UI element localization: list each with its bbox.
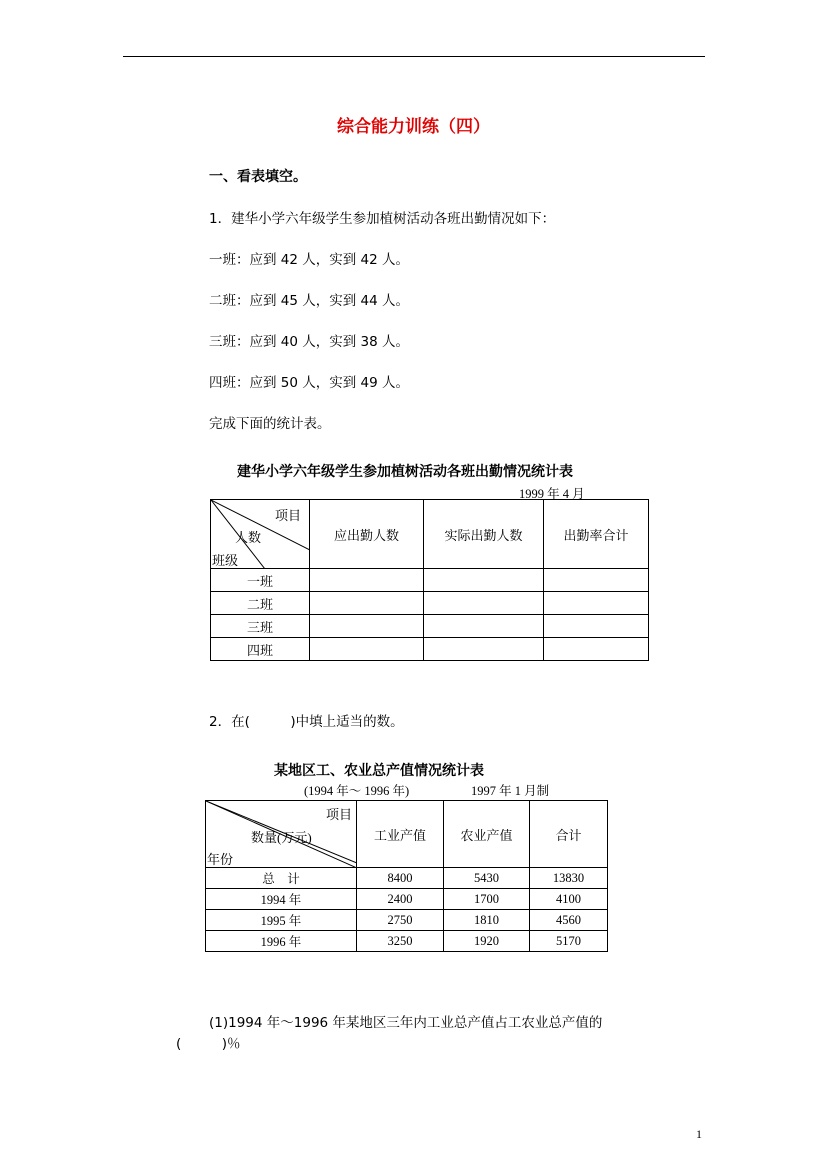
blank-cell — [424, 569, 544, 592]
value-cell: 1700 — [444, 889, 530, 910]
question-2-intro: 2．在( )中填上适当的数。 — [209, 714, 404, 730]
instruction: 完成下面的统计表。 — [209, 416, 331, 432]
blank-cell — [310, 569, 424, 592]
blank-cell — [544, 638, 649, 661]
class-line: 四班：应到 50 人，实到 49 人。 — [209, 375, 410, 391]
table-row — [206, 889, 608, 910]
blank-cell — [544, 592, 649, 615]
sub-question-1-line-1: (1)1994 年～1996 年某地区三年内工业总产值占工农业总产值的 — [209, 1015, 603, 1031]
table-row — [206, 931, 608, 952]
column-header: 应出勤人数 — [310, 500, 424, 569]
attendance-table — [210, 499, 649, 661]
column-header: 出勤率合计 — [544, 500, 649, 569]
table-row — [206, 910, 608, 931]
question-1-intro: 1．建华小学六年级学生参加植树活动各班出勤情况如下： — [209, 211, 556, 227]
value-cell: 1920 — [444, 931, 530, 952]
value-cell: 4100 — [530, 889, 608, 910]
value-cell: 2400 — [357, 889, 444, 910]
row-label: 三班 — [211, 615, 310, 638]
value-cell: 4560 — [530, 910, 608, 931]
row-label: 1996 年 — [206, 931, 357, 952]
row-label: 1994 年 — [206, 889, 357, 910]
table-2-range: (1994 年～ 1996 年) — [304, 784, 410, 798]
corner-top-label: 项目 — [274, 509, 301, 524]
class-line: 二班：应到 45 人，实到 44 人。 — [209, 293, 410, 309]
row-label: 1995 年 — [206, 910, 357, 931]
value-cell: 13830 — [530, 868, 608, 889]
table-2-made-date: 1997 年 1 月制 — [471, 784, 550, 798]
blank-cell — [310, 592, 424, 615]
value-cell: 3250 — [357, 931, 444, 952]
blank-cell — [544, 569, 649, 592]
column-header: 工业产值 — [357, 801, 444, 868]
column-header: 农业产值 — [444, 801, 530, 868]
value-cell: 1810 — [444, 910, 530, 931]
value-cell: 5430 — [444, 868, 530, 889]
corner-top-label: 项目 — [325, 807, 352, 822]
corner-bottom-label: 年份 — [207, 852, 234, 867]
table-1-caption: 建华小学六年级学生参加植树活动各班出勤情况统计表 — [237, 464, 573, 480]
blank-cell — [310, 638, 424, 661]
table-1-date: 1999 年 4 月 — [519, 487, 585, 501]
sub-question-1-line-2: ( )％ — [176, 1036, 241, 1052]
corner-bottom-label: 班级 — [212, 554, 239, 569]
blank-cell — [544, 615, 649, 638]
corner-mid-label: 数量(万元) — [251, 830, 312, 845]
header-rule — [123, 56, 705, 57]
page-number: 1 — [696, 1127, 702, 1141]
blank-cell — [310, 615, 424, 638]
corner-cell — [206, 801, 357, 868]
table-2-caption: 某地区工、农业总产值情况统计表 — [274, 763, 484, 779]
blank-cell — [424, 638, 544, 661]
class-line: 一班：应到 42 人，实到 42 人。 — [209, 252, 410, 268]
value-cell: 8400 — [357, 868, 444, 889]
column-header: 实际出勤人数 — [424, 500, 544, 569]
value-cell: 2750 — [357, 910, 444, 931]
row-label: 四班 — [211, 638, 310, 661]
column-header: 合计 — [530, 801, 608, 868]
corner-cell — [211, 500, 310, 569]
row-label: 二班 — [211, 592, 310, 615]
page-title: 综合能力训练（四） — [337, 117, 490, 137]
table-row — [206, 868, 608, 889]
class-line: 三班：应到 40 人，实到 38 人。 — [209, 334, 410, 350]
corner-mid-label: 人数 — [235, 531, 262, 546]
blank-cell — [424, 615, 544, 638]
value-cell: 5170 — [530, 931, 608, 952]
output-value-table — [205, 800, 608, 952]
row-label: 一班 — [211, 569, 310, 592]
row-label: 总 计 — [206, 868, 357, 889]
section-heading: 一、看表填空。 — [209, 169, 307, 185]
blank-cell — [424, 592, 544, 615]
